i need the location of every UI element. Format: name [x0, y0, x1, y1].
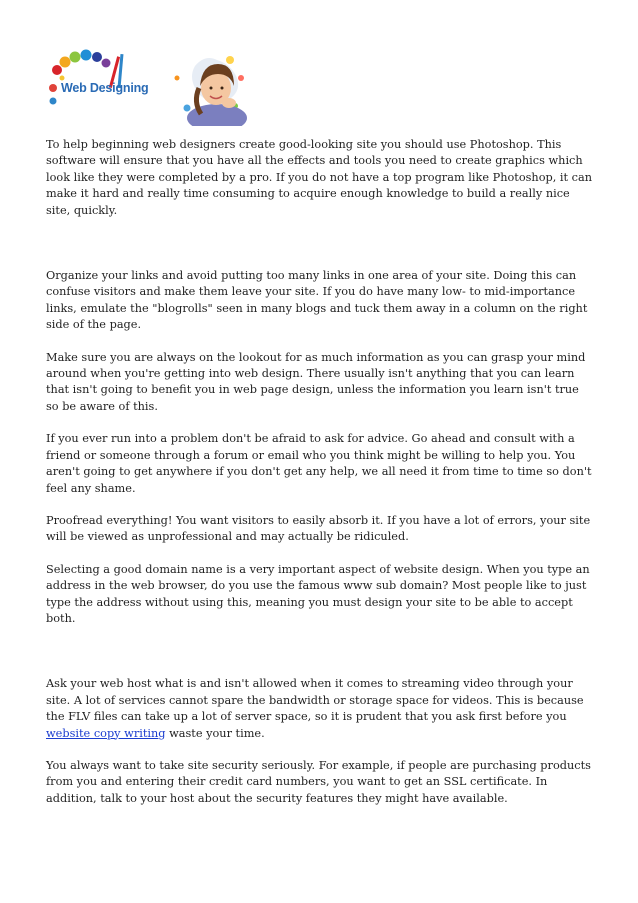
- navy-dot: [92, 52, 102, 62]
- yellow-splash: [226, 56, 234, 64]
- orange-splash: [175, 76, 180, 81]
- green-dot: [70, 52, 81, 63]
- paragraph-ask-advice: If you ever run into a problem don't be afraid to ask for advice. Go ahead and consult with a friend or someone through a forum or email who you think might be willing to help you. You aren't going to get anywhere if you don't get any help, we all need it from time to time so don't feel any shame.: [46, 432, 592, 495]
- small-red-dot: [49, 84, 57, 92]
- logo-text: [61, 81, 148, 95]
- paragraph-text: waste your time.: [165, 726, 265, 740]
- paragraph-proofread: Proofread everything! You want visitors to easily absorb it. If you have a lot of errors, your site will be viewed as unprofessional and may actually be ridiculed.: [46, 513, 591, 544]
- small-yellow-dot: [60, 76, 65, 81]
- blue-splash: [184, 105, 191, 112]
- paragraph-organize-links: Organize your links and avoid putting too many links in one area of your site. Doing this can confuse visitors and make them leave your site. If you do have many low- to mid-importance links, emulate the "blogrolls" seen in many blogs and tuck them away in a column on the right side of the page.: [46, 269, 588, 332]
- spacer: [46, 497, 594, 513]
- website-copy-writing-link[interactable]: website copy writing: [46, 726, 166, 740]
- logo-word-web: Web: [61, 81, 87, 95]
- child-eye-left: [210, 87, 213, 90]
- paragraph-lookout-information: Make sure you are always on the lookout for as much information as you can grasp your mind around when you're getting into web design. There usually isn't anything that you can learn that isn't going to benefit you in web page design, unless the information you learn isn't true so be aware of this.: [46, 350, 586, 413]
- blue-dot: [81, 50, 92, 61]
- spacer: [46, 334, 594, 350]
- spacer: [46, 742, 594, 758]
- small-blue-dot: [50, 98, 57, 105]
- spacer: [46, 219, 594, 268]
- pink-splash: [238, 75, 244, 81]
- paragraph-web-host-video: [46, 676, 594, 742]
- orange-dot: [60, 57, 71, 68]
- logo-word-designing: Designing: [89, 81, 149, 95]
- purple-dot: [102, 59, 111, 68]
- paragraph-domain-name: Selecting a good domain name is a very important aspect of website design. When you type an address in the web browser, do you use the famous www sub domain? Most people like to just type the address without using this, meaning you must design your site to be able to accept both.: [46, 562, 590, 625]
- red-dot: [52, 65, 62, 75]
- spacer: [46, 627, 594, 676]
- web-designing-header-image: [45, 48, 249, 126]
- spacer: [46, 546, 594, 562]
- spacer: [46, 415, 594, 431]
- paragraph-text: Ask your web host what is and isn't allowed when it comes to streaming video through your site. A lot of services cannot spare the bandwidth or storage space for videos. This is because the FLV files can take up a lot of server space, so it is prudent that you ask first before you: [46, 677, 584, 724]
- paragraph-photoshop: To help beginning web designers create good-looking site you should use Photoshop. This software will ensure that you have all the effects and tools you need to create graphics which look like they were completed by a pro. If you do not have a top program like Photoshop, it can make it hard and really time consuming to acquire enough knowledge to build a really nice site, quickly.: [46, 138, 592, 217]
- article-body: [46, 137, 594, 807]
- child-hand: [222, 98, 236, 108]
- child-eye-right: [221, 87, 224, 90]
- paragraph-site-security: You always want to take site security seriously. For example, if people are purchasing products from you and entering their credit card numbers, you want to get an SSL certificate. In addition, talk to your host about the security features they might have available.: [46, 758, 591, 805]
